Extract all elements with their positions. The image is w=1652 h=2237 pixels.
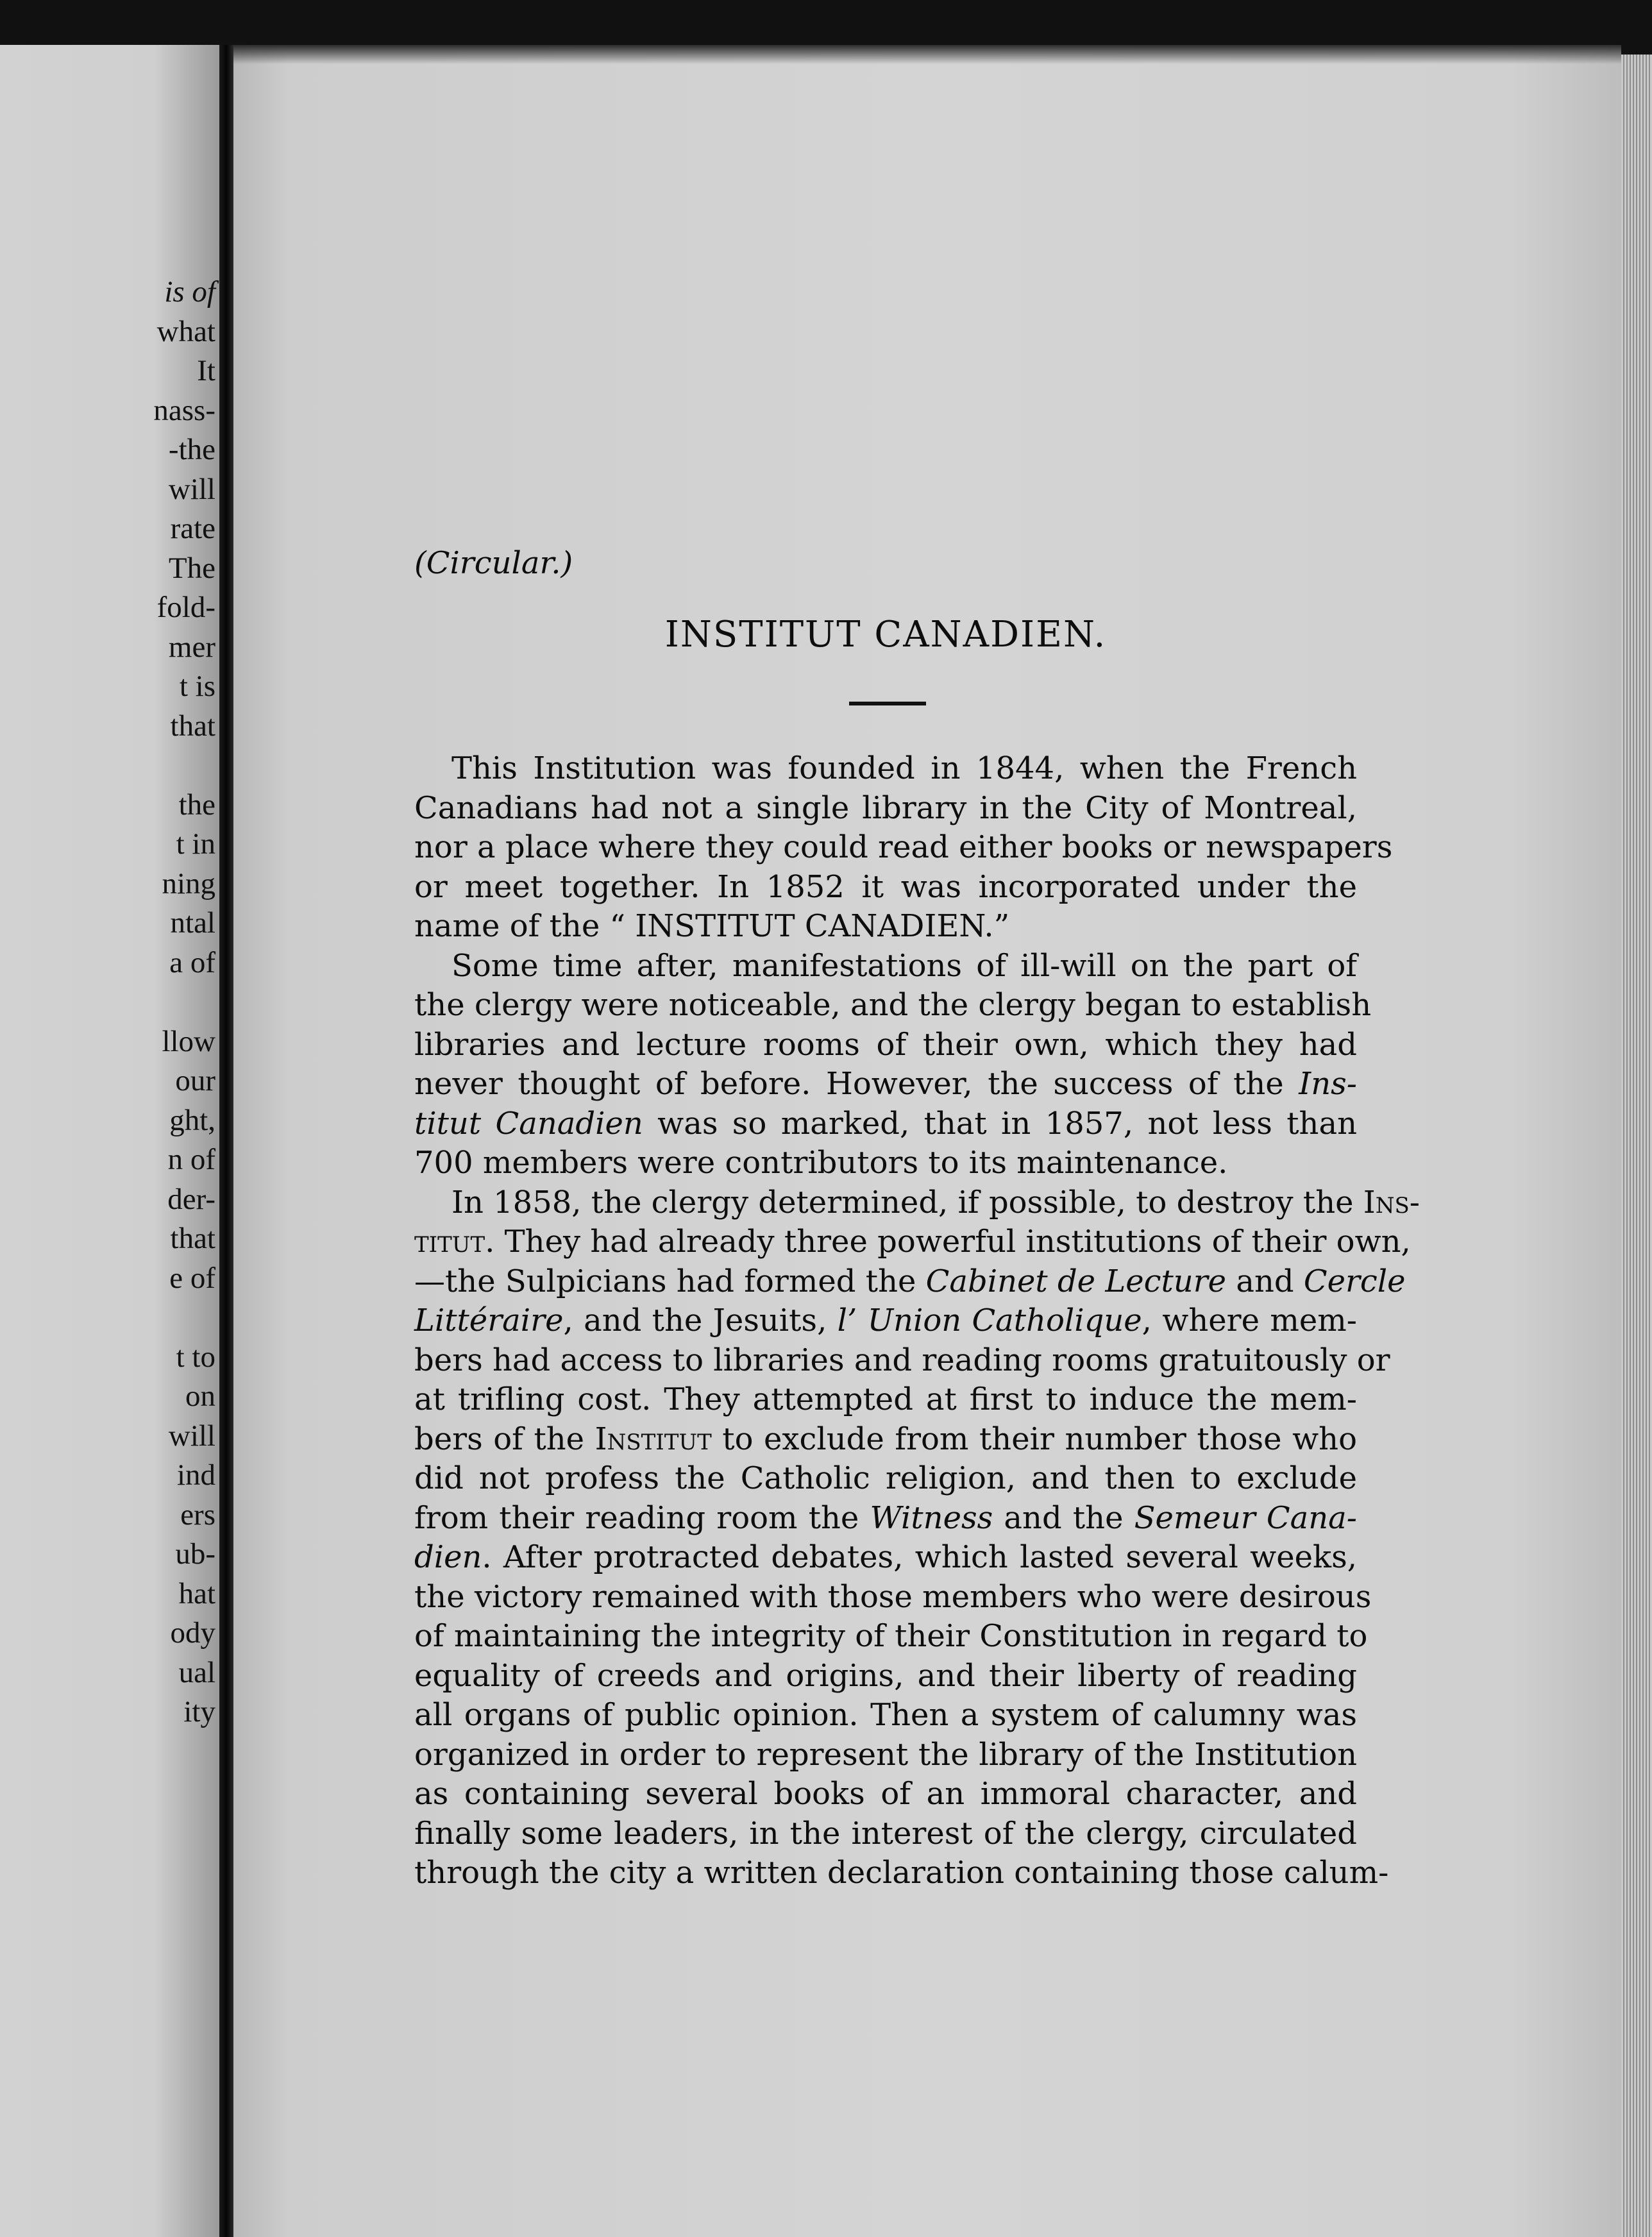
paragraph — [414, 947, 1372, 1183]
facing-page-line — [10, 1298, 215, 1338]
facing-page-line: t to — [176, 1340, 215, 1374]
facing-page-line: on — [185, 1380, 215, 1413]
facing-page-line: will — [168, 1419, 215, 1453]
text-line: did not profess the Catholic religion, and then to exclude — [414, 1460, 1357, 1496]
text-line: never thought of before. However, the success of the Ins- — [414, 1066, 1357, 1102]
facing-page-line: ntal — [170, 906, 215, 940]
facing-page-line: ning — [162, 866, 215, 900]
page-top-shadow — [233, 45, 1621, 64]
title-rule — [849, 702, 926, 705]
text-line: Littéraire, and the Jesuits, l’ Union Catholique, where mem- — [414, 1303, 1357, 1338]
facing-page-line: t is — [179, 670, 215, 703]
text-line: from their reading room the Witness and the Semeur Cana- — [414, 1499, 1358, 1536]
facing-page-line: ers — [180, 1498, 215, 1532]
facing-page-line: ity — [183, 1695, 215, 1728]
facing-page-line: mer — [168, 630, 215, 664]
facing-page-line: ind — [176, 1458, 215, 1492]
text-line: nor a place where they could read either books or newspapers — [414, 829, 1393, 865]
facing-page-line: It — [197, 354, 215, 387]
text-line: equality of creeds and origins, and their liberty of reading — [414, 1657, 1357, 1694]
facing-page-line: n of — [167, 1143, 215, 1176]
text-line: In 1858, the clergy determined, if possible, to destroy the Ins- — [451, 1184, 1420, 1220]
document-title: INSTITUT CANADIEN. — [664, 614, 1107, 655]
facing-page-line — [10, 746, 215, 786]
facing-page-fragment — [0, 45, 219, 2237]
facing-page-line: will — [168, 472, 215, 506]
text-line: at trifling cost. They attempted at first to induce the mem- — [414, 1381, 1357, 1417]
page-edges — [1621, 55, 1652, 2237]
text-line: libraries and lecture rooms of their own, which they had — [414, 1026, 1357, 1063]
text-line: through the city a written declaration containing those calum- — [414, 1855, 1389, 1891]
facing-page-line: The — [168, 551, 215, 585]
text-line: or meet together. In 1852 it was incorporated under the — [414, 868, 1357, 905]
text-line: organized in order to represent the library of the Institution — [414, 1736, 1357, 1773]
facing-page-line: our — [175, 1064, 215, 1097]
facing-page-line: ght, — [169, 1103, 215, 1137]
paragraph — [414, 1183, 1420, 1893]
text-line: as containing several books of an immoral character, and — [414, 1776, 1357, 1812]
facing-page-line: ody — [170, 1616, 215, 1650]
text-line: titut Canadien was so marked, that in 1857, not less than — [414, 1105, 1357, 1142]
facing-page-line: that — [170, 709, 215, 743]
facing-page-line: t in — [176, 827, 215, 861]
facing-page-line: is of — [164, 275, 215, 308]
facing-page-line: rate — [170, 512, 215, 545]
text-line: Canadians had not a single library in the City of Montreal, — [414, 789, 1357, 826]
text-line: of maintaining the integrity of their Constitution in regard to — [414, 1618, 1368, 1654]
text-line: This Institution was founded in 1844, when the French — [451, 750, 1357, 786]
text-line: titut. They had already three powerful institutions of their own, — [414, 1224, 1411, 1260]
text-line: name of the “ INSTITUT CANADIEN.” — [414, 908, 1010, 944]
facing-page-line: nass- — [153, 393, 215, 427]
facing-page-line: ub- — [175, 1537, 215, 1571]
text-line: bers of the Institut to exclude from their number those who — [414, 1421, 1357, 1457]
facing-page-line: -the — [168, 433, 215, 466]
circular-label: (Circular.) — [414, 545, 573, 581]
text-line: bers had access to libraries and reading rooms gratuitously or — [414, 1342, 1390, 1378]
facing-page-line: llow — [162, 1024, 215, 1058]
text-line: —the Sulpicians had formed the Cabinet de Lecture and Cercle — [414, 1263, 1406, 1299]
facing-page-line: what — [156, 314, 215, 348]
text-line: the victory remained with those members who were desirous — [414, 1578, 1372, 1615]
facing-page-line: that — [170, 1222, 215, 1255]
text-line: Some time after, manifestations of ill-will on the part of — [451, 947, 1357, 984]
text-line: dien. After protracted debates, which lasted several weeks, — [414, 1539, 1357, 1575]
facing-page-line: a of — [169, 945, 215, 979]
facing-page-line: ual — [178, 1655, 215, 1689]
facing-page-line: fold- — [156, 591, 215, 624]
facing-page-line: the — [178, 788, 215, 822]
text-line: finally some leaders, in the interest of the clergy, circulated — [414, 1815, 1357, 1852]
facing-page-text — [10, 273, 215, 1732]
facing-page-line — [10, 983, 215, 1022]
text-line: the clergy were noticeable, and the clergy began to establish — [414, 987, 1372, 1023]
facing-page-line: hat — [178, 1576, 215, 1610]
paragraph — [414, 749, 1393, 947]
facing-page-line: e of — [169, 1261, 215, 1295]
text-line: 700 members were contributors to its maintenance. — [414, 1145, 1228, 1181]
facing-page-line: der- — [167, 1182, 215, 1216]
book-gutter — [219, 45, 233, 2237]
body-text — [414, 749, 1420, 1893]
text-line: all organs of public opinion. Then a system of calumny was — [414, 1697, 1357, 1733]
